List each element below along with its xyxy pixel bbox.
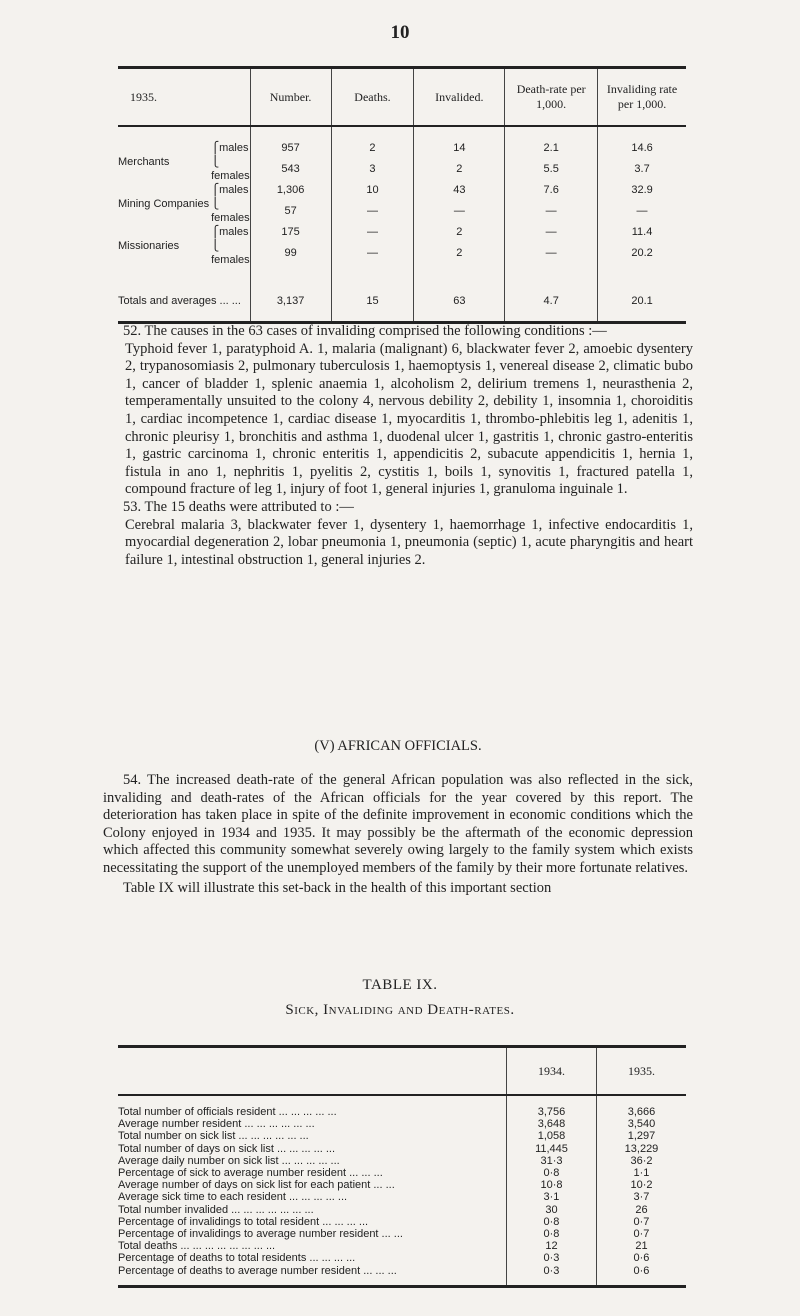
col-invalided: Invalided.: [414, 68, 505, 127]
value-1935: 3,540: [596, 1118, 686, 1130]
table-row: [118, 1204, 686, 1216]
value-1934: 10·8: [507, 1179, 597, 1191]
cell: 4.7: [505, 281, 598, 323]
para-52-intro: 52. The causes in the 63 cases of invaliding comprised the following conditions :—: [123, 323, 607, 339]
value-1935: 0·6: [596, 1264, 686, 1276]
table-reference-text: Table IX will illustrate this set-back in the health of this important section: [123, 879, 552, 896]
row-label: Total deaths ... ... ... ... ... ... ... ...: [118, 1240, 276, 1253]
table-row: [118, 1191, 686, 1203]
value-1935: 3,666: [596, 1106, 686, 1118]
section-heading: (V) AFRICAN OFFICIALS.: [314, 738, 482, 754]
table-row: [118, 1155, 686, 1167]
table-row: Merchants ⎧males 957 2 14 2.1 14.6: [118, 141, 686, 155]
value-1934: 31·3: [507, 1155, 597, 1167]
table-row: [118, 1264, 686, 1276]
table-row: Mining Companies ⎧males 1,306 10 43 7.6 32.9: [118, 183, 686, 197]
cell: —: [505, 197, 598, 225]
table-row: [118, 1118, 686, 1130]
value-1935: 26: [596, 1204, 686, 1216]
cell: 3: [331, 155, 414, 183]
table-row: [118, 1228, 686, 1240]
cell: 57: [250, 197, 331, 225]
value-1935: 21: [596, 1240, 686, 1252]
row-label: Total number of officials resident ... ... ... ... ...: [118, 1106, 337, 1119]
cell: 2: [414, 225, 505, 239]
row-label: Percentage of invalidings to total resident ... ... ... ...: [118, 1215, 369, 1228]
table-row: ⎩females 57 — — — —: [118, 197, 686, 225]
row-label: Total number of days on sick list ... ... ... ... ...: [118, 1142, 336, 1155]
row-label: Percentage of invalidings to average number resident ... ...: [118, 1227, 403, 1240]
cell: 3,137: [250, 281, 331, 323]
col-death-rate: Death-rate per 1,000.: [505, 68, 598, 127]
value-1935: 0·7: [596, 1228, 686, 1240]
cell: 5.5: [505, 155, 598, 183]
cell: 7.6: [505, 183, 598, 197]
row-label: Average daily number on sick list ... ... ... ... ...: [118, 1154, 340, 1167]
value-1934: 0·3: [507, 1252, 597, 1264]
invaliding-causes-list: Typhoid fever 1, paratyphoid A. 1, malaria (malignant) 6, blackwater fever 2, amoebic dysentery 2, trypanosomiasis 2, pulmonary tuberculosis 1, haemoptysis 1, venereal disease 2, climatic bubo 1, cancer of bladder 1, splenic anaemia 1, alcoholism 2, delirium tremens 1, neurasthenia 2, temperamentally unsuited to the colony 4, nervous debility 2, debility 1, insomnia 1, choroiditis 1, cardiac incompetence 1, cardiac disease 1, myocarditis 1, thrombo-phlebitis leg 1, adenitis 1, chronic pleurisy 1, bronchitis and asthma 1, duodenal ulcer 1, gastritis 1, chronic gastro-enteritis 1, gastric carcinoma 1, chronic enteritis 1, appendicitis 2, subacute appendicitis 1, hernia 1, fistula in ano 1, nephritis 1, pyelitis 2, cystitis 1, boils 1, synovitis 1, fractured patella 1, compound fracture of leg 1, injury of foot 1, general injuries 1, granuloma inguinale 1.: [125, 340, 693, 498]
value-1934: 11,445: [507, 1143, 597, 1155]
cell: 14: [414, 141, 505, 155]
row-label: Average number of days on sick list for each patient ... ...: [118, 1179, 395, 1192]
sex-label: females: [211, 212, 250, 224]
cell: —: [331, 225, 414, 239]
table-ix: [118, 1045, 686, 1288]
table-row: ⎩females 543 3 2 5.5 3.7: [118, 155, 686, 183]
row-label: Average number resident ... ... ... ... ... ...: [118, 1118, 315, 1131]
cell: 11.4: [598, 225, 686, 239]
table-1935-europeans: [118, 66, 686, 324]
cell: 175: [250, 225, 331, 239]
section-african-officials: [103, 738, 693, 756]
value-1934: 30: [507, 1204, 597, 1216]
cell: —: [598, 197, 686, 225]
table-subtitle: Sick, Invaliding and Death-rates.: [285, 1002, 515, 1018]
cell: —: [414, 197, 505, 225]
sex-label: males: [219, 142, 249, 154]
cell: 99: [250, 239, 331, 267]
table-row: [118, 1167, 686, 1179]
para-54-text: 54. The increased death-rate of the general African population was also reflected in the sick, invaliding and death-rates of the African officials for the year covered by this report. The deterioration has taken place in spite of the definite improvement in economic conditions which the Colony enjoyed in 1934 and 1935. It may possibly be the aftermath of the economic depression which affected this community somewhat severely owing largely to the family system which exists necessitating the support of the unemployed members of the family by their more fortunate relatives.: [103, 772, 693, 876]
value-1935: 0·6: [596, 1252, 686, 1264]
col-number: Number.: [250, 68, 331, 127]
cell: 43: [414, 183, 505, 197]
value-1935: 36·2: [596, 1155, 686, 1167]
cell: 14.6: [598, 141, 686, 155]
totals-label: Totals and averages ... ...: [118, 295, 241, 307]
value-1934: 0·8: [507, 1228, 597, 1240]
value-1934: 1,058: [507, 1130, 597, 1142]
row-label: Total number invalided ... ... ... ... ... ... ...: [118, 1203, 314, 1216]
cell: 3.7: [598, 155, 686, 183]
cell: —: [331, 239, 414, 267]
group-label: Merchants: [118, 156, 170, 168]
row-label: Percentage of sick to average number resident ... ... ...: [118, 1167, 383, 1180]
cell: 15: [331, 281, 414, 323]
table-row: [118, 1252, 686, 1264]
table-row: ⎩females 99 — 2 — 20.2: [118, 239, 686, 267]
value-1935: 3·7: [596, 1191, 686, 1203]
group-label: Mining Companies: [118, 198, 210, 210]
cell: 32.9: [598, 183, 686, 197]
cell: 2: [331, 141, 414, 155]
table-row: [118, 1106, 686, 1118]
col-blank: [118, 1047, 507, 1096]
table-header-row: [118, 68, 686, 127]
value-1935: 1·1: [596, 1167, 686, 1179]
cell: 20.1: [598, 281, 686, 323]
sex-label: males: [219, 226, 249, 238]
col-invaliding-rate: Invaliding rate per 1,000.: [598, 68, 686, 127]
cell: 63: [414, 281, 505, 323]
table-row: [118, 1216, 686, 1228]
table-row: [118, 1130, 686, 1142]
value-1934: 3,648: [507, 1118, 597, 1130]
cell: 10: [331, 183, 414, 197]
value-1935: 13,229: [596, 1143, 686, 1155]
table-row: [118, 1179, 686, 1191]
table-title: TABLE IX.: [362, 977, 438, 993]
col-1935: 1935.: [596, 1047, 686, 1096]
cell: 543: [250, 155, 331, 183]
value-1935: 1,297: [596, 1130, 686, 1142]
table-header-row: [118, 1047, 686, 1096]
para-53-intro: 53. The 15 deaths were attributed to :—: [123, 498, 354, 515]
value-1934: 3,756: [507, 1106, 597, 1118]
value-1934: 0·3: [507, 1264, 597, 1276]
cell: 1,306: [250, 183, 331, 197]
cell: 20.2: [598, 239, 686, 267]
table-row: Missionaries ⎧males 175 — 2 — 11.4: [118, 225, 686, 239]
cell: 2: [414, 155, 505, 183]
row-label: Percentage of deaths to total residents ... ... ... ...: [118, 1252, 356, 1265]
row-label: Percentage of deaths to average number resident ... ... ...: [118, 1264, 397, 1277]
paragraph-52: [103, 323, 693, 569]
sex-label: males: [219, 184, 249, 196]
sex-label: females: [211, 170, 250, 182]
cell: 2.1: [505, 141, 598, 155]
cell: 957: [250, 141, 331, 155]
totals-row: [118, 281, 686, 323]
value-1934: 3·1: [507, 1191, 597, 1203]
cell: —: [505, 239, 598, 267]
death-causes-list: Cerebral malaria 3, blackwater fever 1, dysentery 1, haemorrhage 1, infective endocarditis 1, myocardial degeneration 2, lobar pneumonia 1, pneumonia (septic) 1, acute pharyngitis and heart failure 1, intestinal obstruction 1, general injuries 2.: [125, 516, 693, 568]
table-row: [118, 1240, 686, 1252]
cell: —: [331, 197, 414, 225]
value-1934: 0·8: [507, 1167, 597, 1179]
col-1934: 1934.: [507, 1047, 597, 1096]
sex-label: females: [211, 254, 250, 266]
page-number: 10: [390, 22, 410, 43]
value-1935: 0·7: [596, 1216, 686, 1228]
value-1934: 0·8: [507, 1216, 597, 1228]
table-row: [118, 1143, 686, 1155]
col-deaths: Deaths.: [331, 68, 414, 127]
col-year: 1935.: [130, 89, 157, 104]
group-label: Missionaries: [118, 240, 180, 252]
paragraph-54: [103, 772, 693, 897]
row-label: Total number on sick list ... ... ... ... ... ...: [118, 1130, 309, 1143]
cell: 2: [414, 239, 505, 267]
value-1935: 10·2: [596, 1179, 686, 1191]
value-1934: 12: [507, 1240, 597, 1252]
cell: —: [505, 225, 598, 239]
row-label: Average sick time to each resident ... ... ... ... ...: [118, 1191, 348, 1204]
